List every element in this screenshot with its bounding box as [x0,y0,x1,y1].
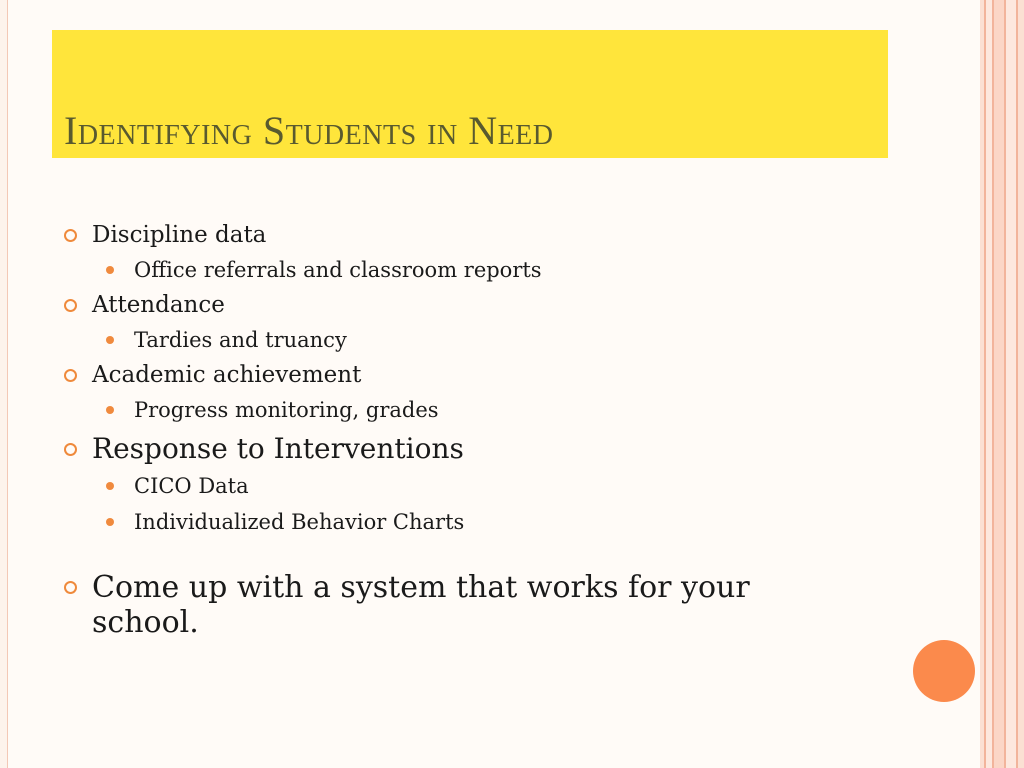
sub-bullet-item [64,392,824,428]
bullet-item [64,430,824,468]
dot-bullet-icon [106,518,114,526]
bullet-text: Response to Interventions [92,432,464,465]
slide-title: Identifying Students in Need [64,108,554,153]
left-border-decoration [0,0,8,768]
sub-bullet-item [64,252,824,288]
bullet-item [64,288,824,322]
dot-bullet-icon [106,482,114,490]
sub-bullet-text: CICO Data [134,474,249,498]
ring-bullet-icon [64,369,77,382]
bullet-text: Come up with a system that works for your school. [92,570,750,640]
bullet-item [64,358,824,392]
bullet-text: Attendance [92,292,225,318]
dot-bullet-icon [106,406,114,414]
bullet-item [64,218,824,252]
orange-circle-icon [913,640,975,702]
sub-bullet-text: Progress monitoring, grades [134,398,439,422]
sub-bullet-text: Individualized Behavior Charts [134,510,465,534]
bullet-text: Academic achievement [92,362,362,388]
bullet-list [64,218,824,640]
title-band [52,30,888,158]
sub-bullet-text: Tardies and truancy [134,328,347,352]
bullet-text: Discipline data [92,222,267,248]
right-stripes-decoration [980,0,1024,768]
dot-bullet-icon [106,266,114,274]
sub-bullet-item [64,322,824,358]
ring-bullet-icon [64,229,77,242]
ring-bullet-icon [64,443,77,456]
sub-bullet-text: Office referrals and classroom reports [134,258,542,282]
sub-bullet-item [64,504,824,540]
ring-bullet-icon [64,581,77,594]
bullet-item [64,570,824,640]
ring-bullet-icon [64,299,77,312]
dot-bullet-icon [106,336,114,344]
sub-bullet-item [64,468,824,504]
